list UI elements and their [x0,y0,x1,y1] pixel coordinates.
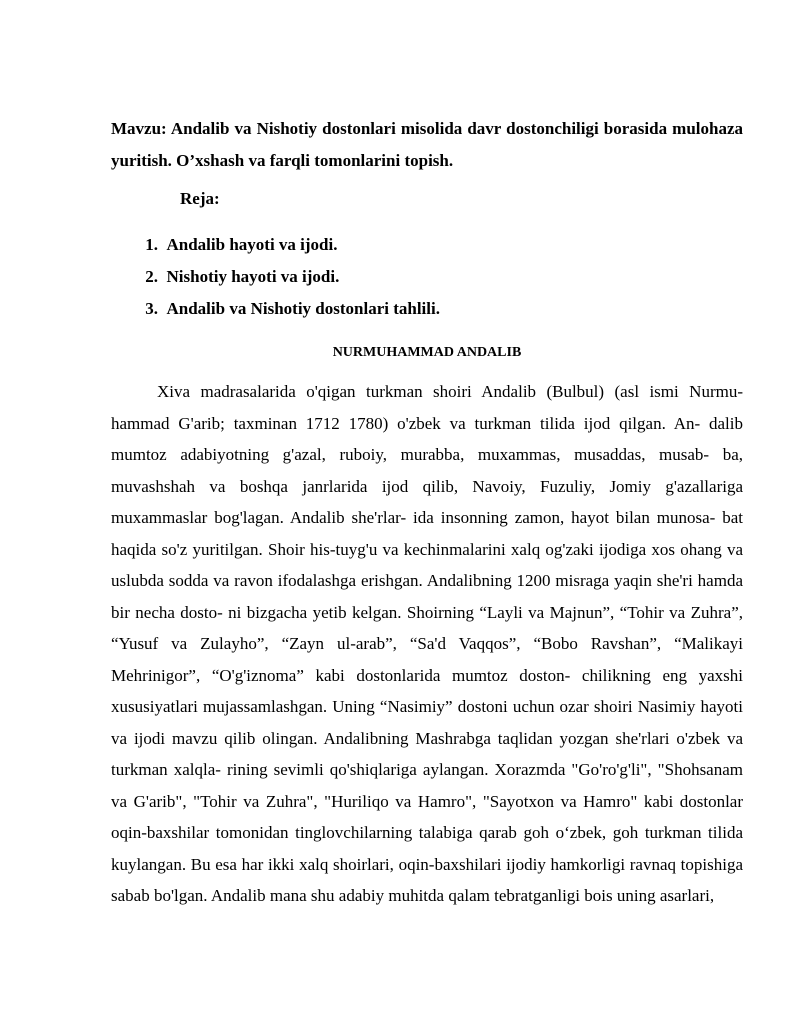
section-title: NURMUHAMMAD ANDALIB [332,345,522,360]
topic-heading: Mavzu: Andalib va Nishotiy dostonlari misolida davr dostonchiligi borasida mulohaza yuritish. O’xshash va farqli tomonlarini topish. [111,119,743,170]
plan-list [111,229,743,325]
document-page [111,113,743,912]
plan-item [111,261,743,293]
plan-item-number: 2. [145,267,158,286]
plan-item [111,229,743,261]
plan-item-number: 1. [145,235,158,254]
plan-item-text: Andalib va Nishotiy dostonlari tahlili. [166,299,440,318]
plan-item [111,293,743,325]
plan-item-text: Andalib hayoti va ijodi. [166,235,338,254]
plan-item-text: Nishotiy hayoti va ijodi. [166,267,340,286]
body-paragraph: Xiva madrasalarida o'qigan turkman shoiri Andalib (Bulbul) (asl ismi Nurmu- hammad G'arib; taxminan 1712 1780) o'zbek va turkman tilida ijod qilgan. An- dalib mumtoz adabiyotning g'azal, ruboiy, murabba, muxammas, musaddas, musab- ba, muvashshah va boshqa janrlarida ijod qilib, Navoiy, Fuzuliy, Jomiy g'azallariga muxammaslar bog'lagan. Andalib she'rlar- ida insonning zamon, hayot bilan munosa- bat haqida so'z yuritilgan. Shoir his-tuyg'u va kechinmalarini xalq og'zaki ijodiga xos ohang va uslubda sodda va ravon ifodalashga erishgan. Andalibning 1200 misraga yaqin she'ri hamda bir necha dosto- ni bizgacha yetib kelgan. Shoirning “Layli va Majnun”, “Tohir va Zuhra”, “Yusuf va Zulayho”, “Zayn ul-arab”, “Sa'd Vaqqos”, “Bobo Ravshan”, “Malikayi Mehrinigor”, “O'g'iznoma” kabi dostonlarida mumtoz doston- chilikning eng yaxshi xususiyatlari mujassamlashgan. Uning “Nasimiy” dostoni uchun ozar shoiri Nasimiy hayoti va ijodi mavzu qilib olingan. Andalibning Mashrabga taqlidan yozgan she'rlari o'zbek va turkman xalqla- rining sevimli qo'shiqlariga aylangan. Xorazmda "Go'ro'g'li", "Shohsanam va G'arib", "Tohir va Zuhra", "Huriliqo va Hamro", "Sayotxon va Hamro" kabi dostonlar oqin-baxshilar tomonidan tinglovchilarning talabiga qarab goh o‘zbek, goh turkman tilida kuylangan. Bu esa har ikki xalq shoirlari, oqin-baxshilari ijodiy hamkorligi ravnaq topishiga sabab bo'lgan. Andalib mana shu adabiy muhitda qalam tebratganligi bois uning asarlari, [111,382,743,905]
plan-heading: Reja: [180,189,220,208]
plan-item-number: 3. [145,299,158,318]
